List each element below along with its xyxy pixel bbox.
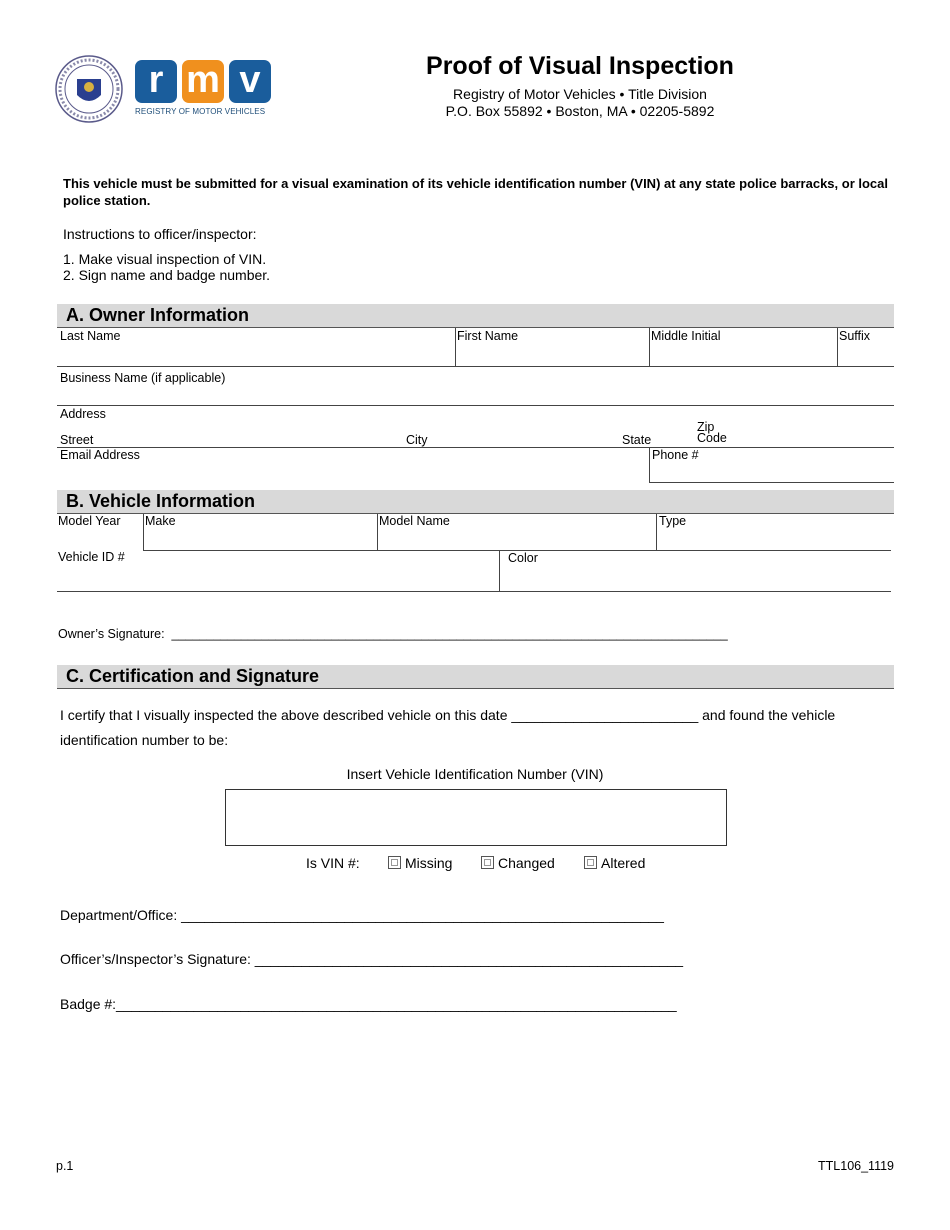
middle-initial-field[interactable]: Middle Initial bbox=[651, 329, 721, 343]
last-name-field[interactable]: Last Name bbox=[60, 329, 121, 343]
code-label: Code bbox=[697, 431, 727, 445]
instructions-heading: Instructions to officer/inspector: bbox=[63, 226, 257, 242]
instruction-step: 2. Sign name and badge number. bbox=[63, 267, 271, 283]
altered-label: Altered bbox=[601, 855, 646, 871]
owner-signature-line[interactable] bbox=[58, 627, 728, 641]
department-office-field[interactable]: Department/Office: ______________________________________________________________ bbox=[60, 907, 664, 923]
page-number: p.1 bbox=[56, 1159, 74, 1173]
notice-text: This vehicle must be submitted for a visual examination of its vehicle identification number (VIN) at any state police barracks, or local police station. bbox=[63, 176, 888, 208]
changed-checkbox[interactable] bbox=[481, 856, 494, 869]
make-field[interactable]: Make bbox=[145, 514, 176, 528]
phone-field[interactable]: Phone # bbox=[652, 448, 699, 462]
section-b-title: B. Vehicle Information bbox=[66, 491, 256, 511]
badge-number-field[interactable]: Badge #:________________________________________________________________________ bbox=[60, 996, 677, 1012]
changed-label: Changed bbox=[498, 855, 555, 871]
officer-signature-field[interactable]: Officer’s/Inspector’s Signature: _______________________________________________________ bbox=[60, 951, 684, 967]
section-c-title: C. Certification and Signature bbox=[66, 666, 320, 686]
divider bbox=[649, 482, 894, 483]
divider bbox=[499, 550, 500, 591]
zip-label: Zip bbox=[697, 420, 715, 434]
divider bbox=[649, 447, 650, 482]
first-name-field[interactable]: First Name bbox=[457, 329, 519, 343]
divider bbox=[57, 591, 891, 592]
divider bbox=[143, 514, 144, 550]
section-c-header bbox=[57, 665, 894, 689]
certification-text: I certify that I visually inspected the above described vehicle on this date ________________________ and found the vehicle bbox=[60, 707, 836, 723]
address-line: P.O. Box 55892 • Boston, MA • 02205-5892 bbox=[445, 103, 715, 119]
missing-label: Missing bbox=[405, 855, 453, 871]
city-field[interactable]: City bbox=[406, 433, 428, 447]
divider bbox=[57, 366, 894, 367]
massachusetts-seal-icon bbox=[55, 55, 123, 123]
is-vin-label: Is VIN #: bbox=[306, 855, 360, 871]
email-field[interactable]: Email Address bbox=[60, 448, 140, 462]
divider bbox=[57, 405, 894, 406]
divider bbox=[455, 328, 456, 366]
address-label: Address bbox=[60, 407, 106, 421]
logo-letter-m: m bbox=[182, 60, 224, 103]
altered-option[interactable] bbox=[584, 855, 645, 871]
missing-option[interactable] bbox=[388, 855, 452, 871]
agency-line: Registry of Motor Vehicles • Title Division bbox=[453, 86, 707, 102]
instruction-step: 1. Make visual inspection of VIN. bbox=[63, 251, 267, 267]
certification-text-cont: identification number to be: bbox=[60, 732, 229, 748]
divider bbox=[649, 328, 650, 366]
suffix-field[interactable]: Suffix bbox=[839, 329, 871, 343]
altered-checkbox[interactable] bbox=[584, 856, 597, 869]
vehicle-id-field[interactable]: Vehicle ID # bbox=[58, 550, 125, 564]
model-name-field[interactable]: Model Name bbox=[379, 514, 450, 528]
street-field[interactable]: Street bbox=[60, 433, 94, 447]
divider bbox=[837, 328, 838, 366]
divider bbox=[57, 447, 894, 448]
form-id: TTL106_1119 bbox=[818, 1159, 894, 1173]
divider bbox=[656, 514, 657, 550]
logo-letter-v: v bbox=[229, 60, 271, 103]
section-b-header bbox=[57, 490, 894, 514]
zip-code-field[interactable] bbox=[697, 422, 727, 444]
changed-option[interactable] bbox=[481, 855, 555, 871]
divider bbox=[377, 514, 378, 550]
model-year-field[interactable]: Model Year bbox=[58, 514, 121, 528]
owner-signature-blank: ________________________________________________________________________________ bbox=[171, 627, 728, 641]
vin-input-box[interactable] bbox=[225, 789, 727, 846]
owner-signature-label: Owner’s Signature: bbox=[58, 627, 165, 641]
state-field[interactable]: State bbox=[622, 433, 652, 447]
logo-subtitle: REGISTRY OF MOTOR VEHICLES bbox=[135, 107, 266, 116]
color-field[interactable]: Color bbox=[508, 551, 538, 565]
section-a-title: A. Owner Information bbox=[66, 305, 250, 325]
business-name-field[interactable]: Business Name (if applicable) bbox=[60, 371, 226, 385]
logo-letter-r: r bbox=[135, 60, 177, 103]
page-title: Proof of Visual Inspection bbox=[426, 52, 734, 80]
vin-caption: Insert Vehicle Identification Number (VIN) bbox=[346, 766, 604, 782]
type-field[interactable]: Type bbox=[659, 514, 687, 528]
section-a-header bbox=[57, 304, 894, 328]
missing-checkbox[interactable] bbox=[388, 856, 401, 869]
